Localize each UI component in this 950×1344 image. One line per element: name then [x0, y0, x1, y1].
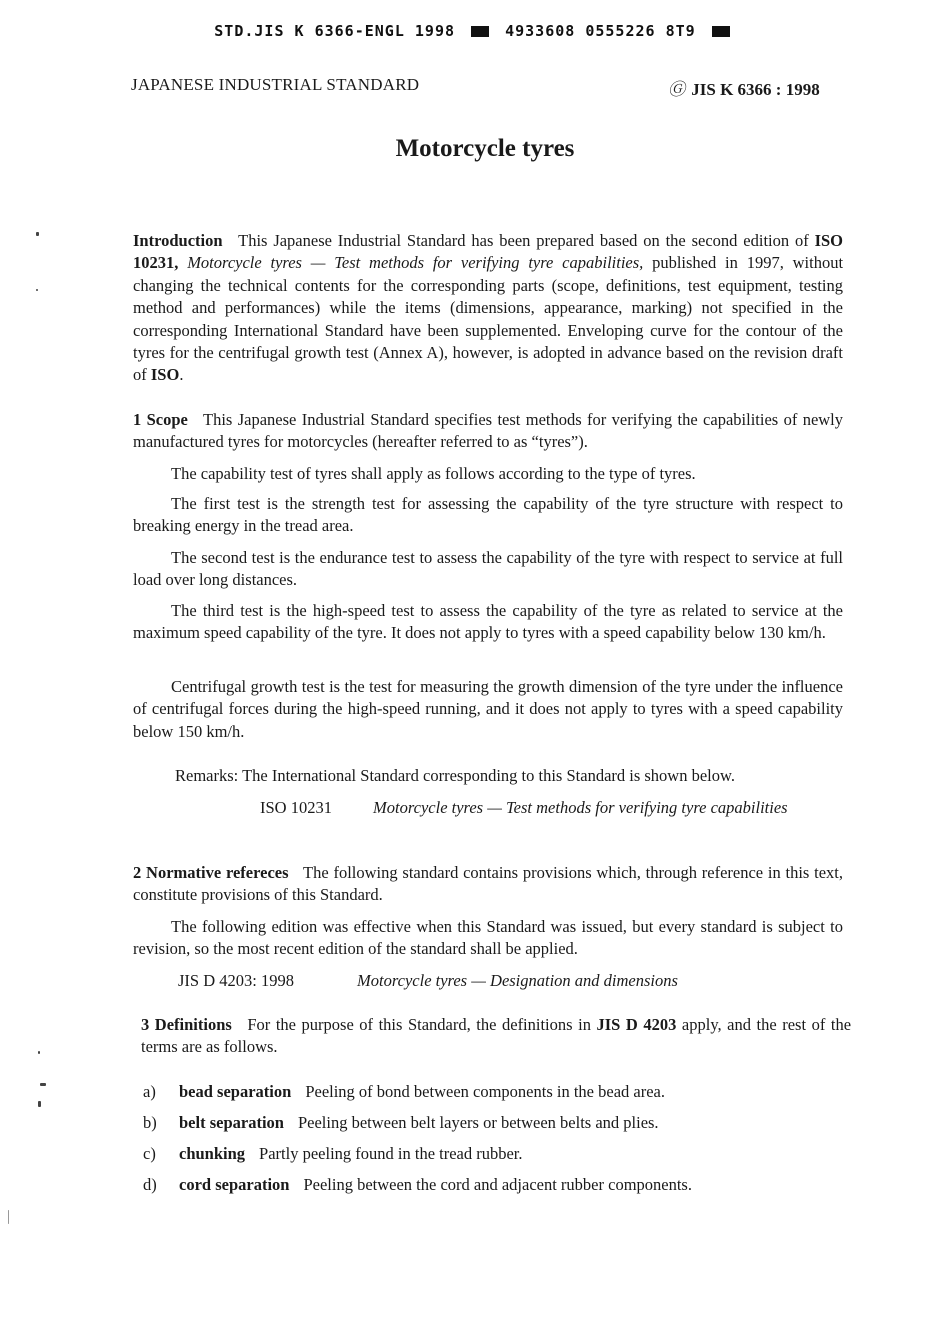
normative-paragraph [133, 862, 843, 907]
scope-p1: The capability test of tyres shall apply as follows according to the type of tyres. [171, 464, 696, 483]
item-desc: Peeling between the cord and adjacent rubber components. [303, 1175, 692, 1194]
scope-p5: Centrifugal growth test is the test for measuring the growth dimension of the tyre under the influence of centrifugal forces during the high-speed running, and it does not apply to tyres with a speed capability below 150 km/h. [133, 677, 843, 741]
item-label: b) [143, 1113, 157, 1132]
intro-iso-title: Motorcycle tyres — Test methods for verifying tyre capabilities, [187, 253, 644, 273]
item-term: belt separation [179, 1113, 284, 1132]
intro-end: . [179, 365, 184, 385]
scope-ref-title: Motorcycle tyres — Test methods for verifying tyre capabilities [373, 798, 788, 817]
list-item [143, 1174, 853, 1205]
intro-paragraph [133, 230, 843, 387]
intro-iso-ref: ISO 10231, [133, 231, 844, 273]
item-desc: Peeling between belt layers or between belts and plies. [297, 1113, 659, 1132]
scope-remarks: Remarks: The International Standard corresponding to this Standard is shown below. [175, 766, 735, 785]
item-term: chunking [179, 1144, 246, 1163]
normative-text: The following standard contains provisions which, through reference in this text, constitute provisions of this Standard. [133, 863, 844, 905]
intro-heading: Introduction [133, 231, 223, 250]
header-standard [668, 75, 820, 100]
definitions-list [143, 1081, 853, 1205]
item-term: cord separation [179, 1175, 290, 1194]
header-org: JAPANESE INDUSTRIAL STANDARD [131, 75, 420, 94]
definitions-text-2: apply, and the rest of the terms are as follows. [141, 1015, 852, 1057]
page-title: Motorcycle tyres [395, 135, 575, 162]
item-desc: Partly peeling found in the tread rubber. [259, 1144, 523, 1163]
standard-number: JIS K 6366 : 1998 [691, 80, 820, 99]
intro-text-2: published in 1997, without changing the technical contents for the corresponding parts (scope, definitions, test equipment, testing method and performances) while the items (dimensions, appearance, marking) not specified in the corresponding International Standard have been supplemented. Enveloping curve for the contour of the tyres for the centrifugal growth test (Annex A), however, is adopted in advance based on the revision draft of [133, 253, 844, 385]
list-item [143, 1143, 853, 1174]
item-label: c) [143, 1144, 156, 1163]
scope-text: This Japanese Industrial Standard specifies test methods for verifying the capabilities of newly manufactured tyres for motorcycles (hereafter referred to as “tyres”). [133, 410, 844, 452]
definitions-paragraph [141, 1014, 851, 1059]
intro-text-1: This Japanese Industrial Standard has been prepared based on the second edition of [238, 231, 809, 250]
stamp-block-2 [712, 26, 730, 37]
normative-p1: The following edition was effective when this Standard was issued, but every standard is subject to revision, so the most recent edition of the standard shall be applied. [133, 917, 843, 959]
normative-ref-title: Motorcycle tyres — Designation and dimensions [357, 971, 678, 990]
item-label: d) [143, 1175, 157, 1194]
normative-ref-code: JIS D 4203: 1998 [178, 971, 294, 990]
stamp-text-1: STD.JIS K 6366-ENGL 1998 [214, 22, 456, 40]
scope-heading: 1 Scope [133, 410, 188, 429]
scope-p3: The second test is the endurance test to assess the capability of the tyre with respect to service at full load over long distances. [133, 548, 843, 590]
stamp-block-1 [471, 26, 489, 37]
scan-speck [38, 1051, 40, 1054]
scope-p2: The first test is the strength test for assessing the capability of the tyre structure with respect to breaking energy in the tread area. [133, 494, 843, 536]
item-desc: Peeling of bond between components in the bead area. [305, 1082, 665, 1101]
scan-stamp [0, 22, 950, 40]
scan-speck [36, 232, 39, 236]
definitions-heading: 3 Definitions [141, 1015, 232, 1034]
item-label: a) [143, 1082, 156, 1101]
list-item [143, 1081, 853, 1112]
scan-speck [8, 1210, 9, 1224]
scope-p4: The third test is the high-speed test to assess the capability of the tyre as related to service at the maximum speed capability of the tyre. It does not apply to tyres with a speed capability below 130 km/h. [133, 601, 843, 643]
definitions-text-1: For the purpose of this Standard, the definitions in [247, 1015, 591, 1034]
scan-speck [36, 289, 38, 291]
stamp-text-2: 4933608 0555226 8T9 [505, 22, 696, 40]
scope-ref-code: ISO 10231 [260, 798, 332, 817]
list-item [143, 1112, 853, 1143]
item-term: bead separation [179, 1082, 292, 1101]
scan-speck [38, 1101, 41, 1107]
scope-paragraph [133, 409, 843, 454]
normative-heading: 2 Normative refereces [133, 863, 289, 882]
definitions-ref: JIS D 4203 [596, 1015, 677, 1034]
jis-mark-icon: Ⓖ [668, 80, 685, 99]
intro-iso-end: ISO [150, 365, 180, 385]
scan-speck [40, 1083, 46, 1086]
